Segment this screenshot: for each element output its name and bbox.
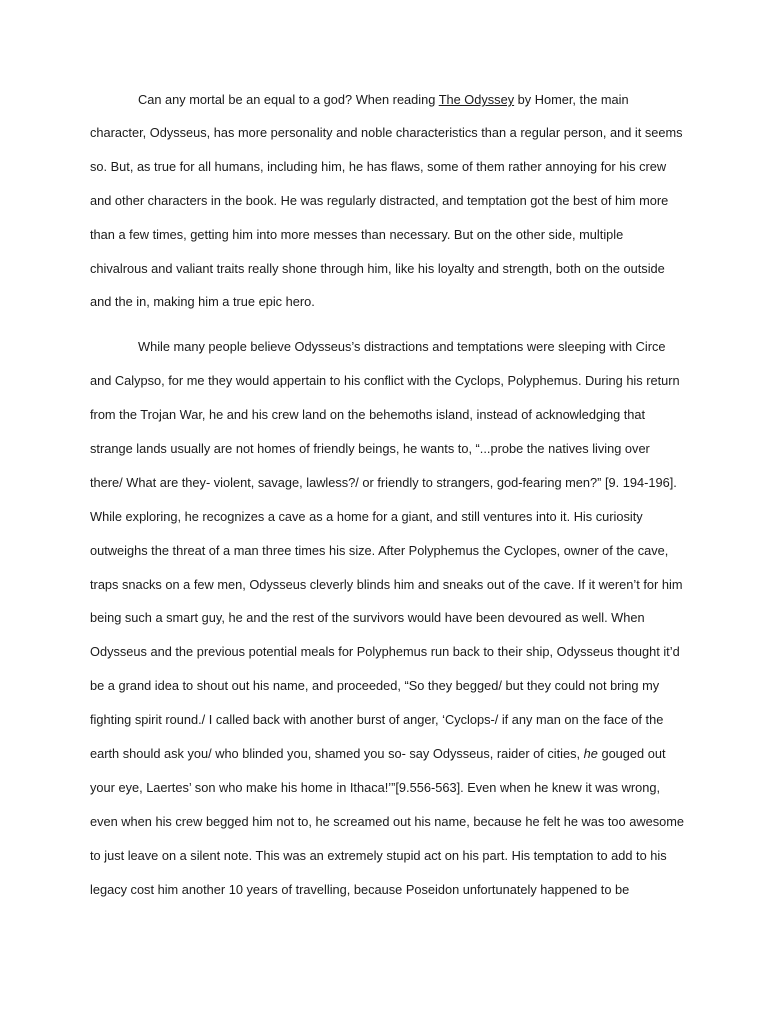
paragraph-2-line-12: fighting spirit round./ I called back with another burst of anger, ‘Cyclops-/ if any man on the face of the	[90, 712, 664, 727]
paragraph-1-line-1	[138, 92, 629, 108]
text-span: gouged out	[597, 746, 666, 761]
paragraph-2-line-14: your eye, Laertes’ son who make his home in Ithaca!’”[9.556-563]. Even when he knew it was wrong,	[90, 780, 661, 795]
paragraph-2-line-4: strange lands usually are not homes of friendly beings, he wants to, “...probe the natives living over	[90, 441, 650, 456]
paragraph-2-line-7: outweighs the threat of a man three times his size. After Polyphemus the Cyclopes, owner of the cave,	[90, 543, 669, 558]
paragraph-2-line-17: legacy cost him another 10 years of travelling, because Poseidon unfortunately happened to be	[90, 882, 630, 897]
paragraph-1-line-6: chivalrous and valiant traits really shone through him, like his loyalty and strength, both on the outside	[90, 261, 665, 276]
paragraph-2-line-13	[90, 746, 666, 762]
paragraph-2-line-15: even when his crew begged him not to, he screamed out his name, because he felt he was too awesome	[90, 814, 684, 829]
paragraph-2-line-2: and Calypso, for me they would appertain to his conflict with the Cyclops, Polyphemus. During his return	[90, 373, 680, 388]
paragraph-2-line-9: being such a smart guy, he and the rest of the survivors would have been devoured as well. When	[90, 610, 645, 625]
paragraph-1-line-4: and other characters in the book. He was regularly distracted, and temptation got the best of him more	[90, 193, 669, 208]
paragraph-1-line-7: and the in, making him a true epic hero.	[90, 294, 315, 309]
paragraph-2-line-5: there/ What are they- violent, savage, lawless?/ or friendly to strangers, god-fearing men?” [9. 194-196].	[90, 475, 677, 490]
text-span: by Homer, the main	[514, 92, 629, 107]
paragraph-1-line-2: character, Odysseus, has more personality and noble characteristics than a regular person, and it seems	[90, 125, 683, 140]
paragraph-1-line-3: so. But, as true for all humans, including him, he has flaws, some of them rather annoying for his crew	[90, 159, 667, 174]
text-span: Can any mortal be an equal to a god? When reading	[138, 92, 439, 107]
paragraph-2-line-10: Odysseus and the previous potential meals for Polyphemus run back to their ship, Odysseus thought it’d	[90, 644, 680, 659]
paragraph-2-line-16: to just leave on a silent note. This was an extremely stupid act on his part. His temptation to add to his	[90, 848, 667, 863]
paragraph-2-line-1: While many people believe Odysseus’s distractions and temptations were sleeping with Circe	[138, 339, 666, 354]
paragraph-2-line-3: from the Trojan War, he and his crew land on the behemoths island, instead of acknowledging that	[90, 407, 646, 422]
paragraph-2-line-8: traps snacks on a few men, Odysseus cleverly blinds him and sneaks out of the cave. If it weren’t for him	[90, 577, 683, 592]
text-span: earth should ask you/ who blinded you, shamed you so- say Odysseus, raider of cities,	[90, 746, 584, 761]
emphasized-word: he	[583, 746, 598, 761]
paragraph-2-line-11: be a grand idea to shout out his name, and proceeded, “So they begged/ but they could not bring my	[90, 678, 660, 693]
paragraph-2-line-6: While exploring, he recognizes a cave as a home for a giant, and still ventures into it. His curiosity	[90, 509, 643, 524]
book-title: The Odyssey	[438, 92, 515, 107]
paragraph-1-line-5: than a few times, getting him into more messes than necessary. But on the other side, multiple	[90, 227, 624, 242]
